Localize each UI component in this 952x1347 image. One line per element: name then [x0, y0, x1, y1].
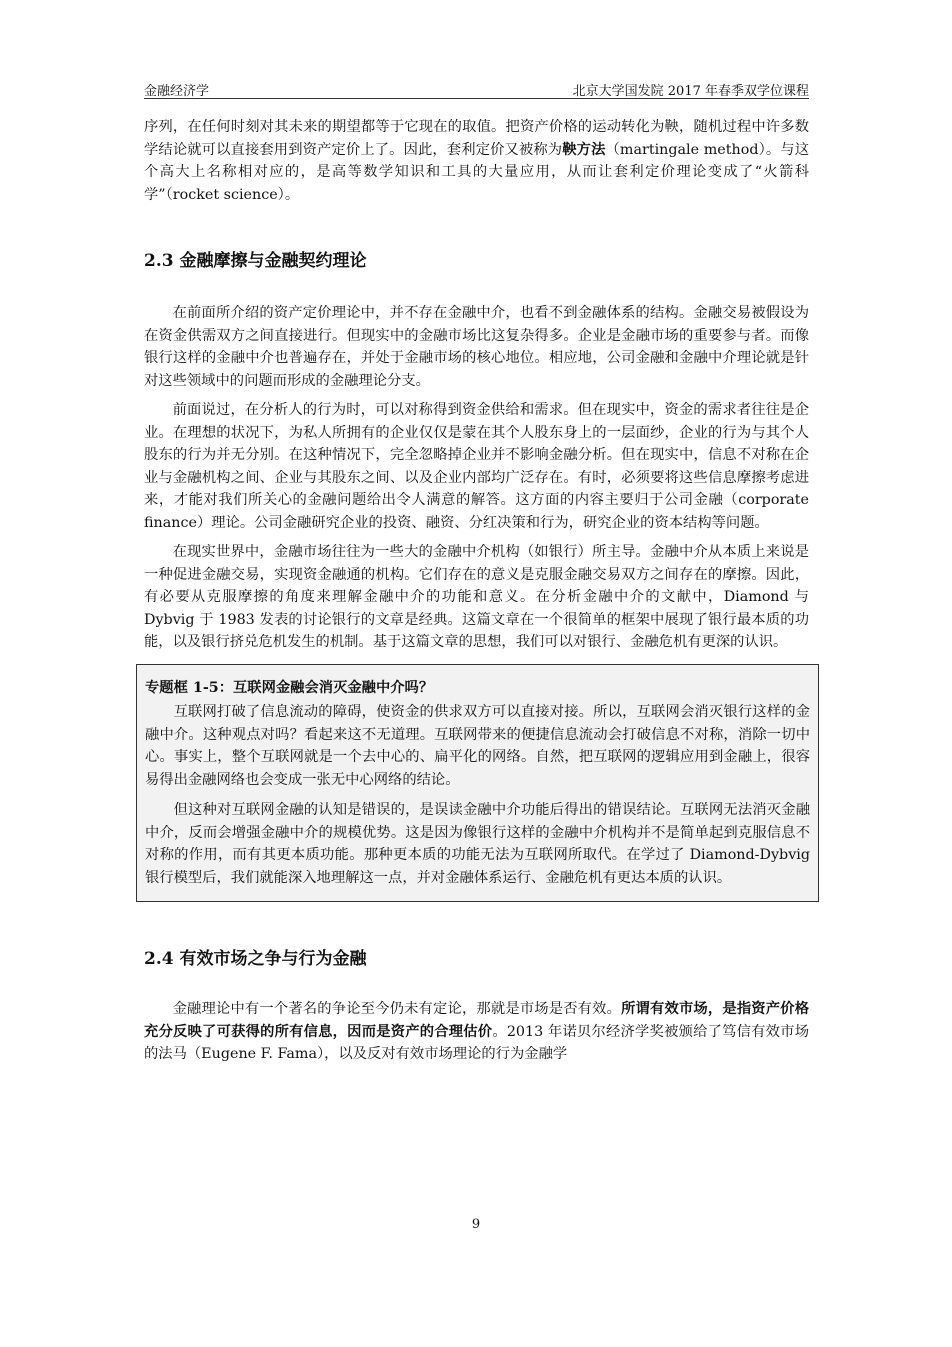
header-course-title: 金融经济学 — [144, 84, 210, 99]
page-body — [144, 116, 809, 1066]
page-number: 9 — [471, 1217, 481, 1232]
section-2-3-title: 2.3 金融摩擦与金融契约理论 — [144, 251, 367, 271]
header-program: 北京大学国发院 2017 年春季双学位课程 — [572, 84, 809, 99]
section-2-4-para-1 — [144, 998, 809, 1066]
section-2-4-text-end: 。2013 年诺贝尔经济学奖被颁给了笃信有效市场的法马（Eugene F. Fama），以及反对有效市场理论的行为金融学 — [144, 1023, 809, 1062]
topic-box-title: 专题框 1-5：互联网金融会消灭金融中介吗？ — [145, 679, 434, 696]
section-2-3-para-2: 前面说过，在分析人的行为时，可以对称得到资金供给和需求。但在现实中，资金的需求者往往是企业。在理想的状况下，为私人所拥有的企业仅仅是蒙在其个人股东身上的一层面纱，企业的行为与其个人股东的行为并无分别。在这种情况下，完全忽略掉企业并不影响金融分析。但在现实中，信息不对称在企业与金融机构之间、企业与其股东之间、以及企业内部均广泛存在。有时，必须要将这些信息摩擦考虑进来，才能对我们所关心的金融问题给出令人满意的解答。这方面的内容主要归于公司金融（corporate finance）理论。公司金融研究企业的投资、融资、分红决策和行为，研究企业的资本结构等问题。 — [144, 402, 809, 531]
intro-bold-term: 鞅方法 — [562, 141, 606, 158]
section-2-3-para-3: 在现实世界中，金融市场往往为一些大的金融中介机构（如银行）所主导。金融中介从本质上来说是一种促进金融交易，实现资金融通的机构。它们存在的意义是克服金融交易双方之间存在的摩擦。因此，有必要从克服摩擦的角度来理解金融中介的功能和意义。在分析金融中介的文献中，Diamond 与 Dybvig 于 1983 发表的讨论银行的文章是经典。这篇文章在一个很简单的框架中展现了银行最本质的功能，以及银行挤兑危机发生的机制。基于这篇文章的思想，我们可以对银行、金融危机有更深的认识。 — [144, 544, 809, 650]
section-2-4-title: 2.4 有效市场之争与行为金融 — [144, 949, 367, 969]
section-2-3-para-1: 在前面所介绍的资产定价理论中，并不存在金融中介，也看不到金融体系的结构。金融交易被假设为在资金供需双方之间直接进行。但现实中的金融市场比这复杂得多。企业是金融市场的重要参与者。而像银行这样的金融中介也普遍存在，并处于金融市场的核心地位。相应地，公司金融和金融中介理论就是针对这些领域中的问题而形成的金融理论分支。 — [144, 305, 809, 389]
section-2-4-text: 金融理论中有一个著名的争论至今仍未有定论，那就是市场是否有效。 — [172, 1001, 622, 1017]
intro-text: 序列，在任何时刻对其未来的期望都等于它现在的取值。把资产价格的运动转化为鞅，随机过程中许多数学结论就可以直接套用到资产定价上了。因此，套利定价又被称为 — [144, 119, 809, 158]
intro-paragraph — [144, 116, 809, 206]
intro-text-end: （martingale method）。与这个高大上名称相对应的，是高等数学知识和工具的大量应用，从而让套利定价理论变成了“火箭科学”（rocket science）。 — [144, 141, 810, 203]
topic-box-para-2: 但这种对互联网金融的认知是错误的，是误读金融中介功能后得出的错误结论。互联网无法消灭金融中介，反而会增强金融中介的规模优势。这是因为像银行这样的金融中介机构并不是简单起到克服信息不对称的作用，而有其更本质功能。那种更本质的功能无法为互联网所取代。在学过了 Diamond-Dybvig 银行模型后，我们就能深入地理解这一点，并对金融体系运行、金融危机有更达本质的认识。 — [145, 802, 810, 886]
section-2-4-bold-definition: 所谓有效市场，是指资产价格充分反映了可获得的所有信息，因而是资产的合理估价 — [144, 1001, 810, 1040]
page-header — [144, 78, 809, 99]
topic-box-para-1: 互联网打破了信息流动的障碍，使资金的供求双方可以直接对接。所以，互联网会消灭银行这样的金融中介。这种观点对吗？看起来这不无道理。互联网带来的便捷信息流动会打破信息不对称，消除一切中心。事实上，整个互联网就是一个去中心的、扁平化的网络。自然，把互联网的逻辑应用到金融上，很容易得出金融网络也会变成一张无中心网络的结论。 — [145, 704, 810, 788]
topic-box — [136, 664, 819, 903]
